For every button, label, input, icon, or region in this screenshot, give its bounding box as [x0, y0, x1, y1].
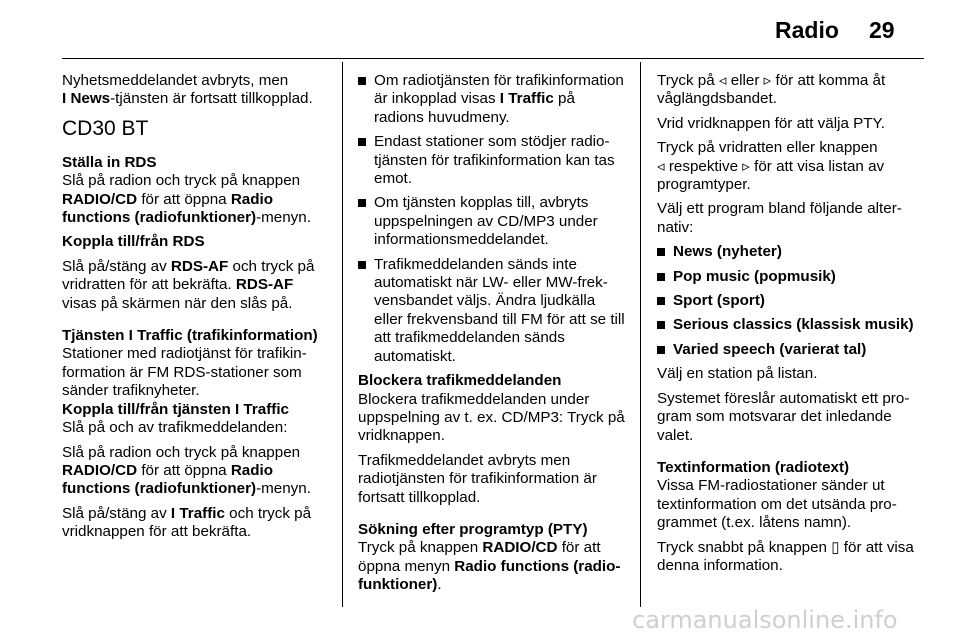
list-item: Serious classics (klassisk musik) [657, 316, 925, 334]
radiotext-paragraph-2: Tryck snabbt på knappen ▯ för att visa denna information. [657, 538, 914, 574]
pty-list-paragraph: Tryck på vridratten eller knappen ◃ respektive ▹ för att visa listan av programtyper. [657, 139, 885, 194]
header-title: Radio [775, 17, 839, 43]
pty-select-paragraph: Vrid vridknappen för att välja PTY. [657, 114, 885, 132]
column-3 [657, 72, 925, 581]
watermark: carmanualsonline.info [632, 606, 898, 634]
list-item: Endast stationer som stödjer radiotjänsten för trafikinformation kan tas emot. [358, 133, 626, 188]
subheading-radiotext: Textinformation (radiotext) [657, 458, 850, 476]
list-item: Pop music (popmusik) [657, 268, 925, 286]
options-intro: Välj ett program bland följande alternativ: [657, 200, 902, 236]
block-paragraph-2: Trafikmeddelandet avbryts men radiotjänsten för trafikinformation är fortsatt tillkopplad. [358, 451, 597, 506]
intro-paragraph: Nyhetsmeddelandet avbryts, men I News-tjänsten är fortsatt tillkopplad. [62, 72, 313, 108]
band-paragraph: Tryck på ◃ eller ▹ för att komma åt våglängdsbandet. [657, 72, 886, 108]
rds-paragraph-2: Slå på/stäng av RDS-AF och tryck på vridratten för att bekräfta. RDS-AF visas på skärmen när den slås på. [62, 257, 315, 312]
station-paragraph: Välj en station på listan. [657, 365, 818, 383]
list-item: Trafikmeddelanden sänds inte automatiskt när LW- eller MW-frekvensbandet väljs. Ändra ljudkälla eller frekvensband till FM för att se till att trafikmeddelanden sänds automatiskt. [358, 256, 626, 366]
traffic-paragraph-1: Stationer med radiotjänst för trafikinformation är FM RDS-stationer som sänder trafiknyheter. [62, 345, 307, 400]
radiotext-paragraph-1: Vissa FM-radiostationer sänder ut textinformation om det utsända programmet (t.ex. låtens namn). [657, 477, 897, 532]
list-item: Om tjänsten kopplas till, avbryts uppspelningen av CD/MP3 under informationsmeddelandet. [358, 194, 626, 249]
subheading-traffic: Tjänsten I Traffic (trafikinformation) [62, 327, 318, 345]
subheading-rds-toggle: Koppla till/från RDS [62, 233, 205, 251]
left-arrow-icon: ◃ [657, 157, 665, 175]
right-arrow-icon: ▹ [742, 157, 750, 175]
right-arrow-icon: ▹ [763, 72, 772, 89]
list-item: Varied speech (varierat tal) [657, 341, 925, 359]
info-button-icon: ▯ [831, 538, 840, 556]
column-divider-1 [342, 62, 343, 607]
list-item: News (nyheter) [657, 243, 925, 261]
rds-paragraph-1: Slå på radion och tryck på knappen RADIO/CD för att öppna Radio functions (radiofunktioner)-menyn. [62, 172, 311, 227]
list-item: Om radiotjänsten för trafikinformation är inkopplad visas I Traffic på radions huvudmeny. [358, 72, 626, 127]
traffic-paragraph-2: Slå på och av trafikmeddelanden: [62, 419, 288, 437]
pty-paragraph-1: Tryck på knappen RADIO/CD för att öppna menyn Radio functions (radiofunktioner). [358, 539, 621, 594]
system-paragraph: Systemet föreslår automatiskt ett program som motsvarar det inledande valet. [657, 389, 910, 444]
subheading-block-traffic: Blockera trafikmeddelanden [358, 372, 562, 390]
traffic-paragraph-4: Slå på/stäng av I Traffic och tryck på vridknappen för att bekräfta. [62, 504, 312, 541]
traffic-paragraph-3: Slå på radion och tryck på knappen RADIO/CD för att öppna Radio functions (radiofunktioner)-menyn. [62, 443, 311, 498]
left-arrow-icon: ◃ [718, 72, 727, 89]
column-divider-2 [640, 62, 641, 607]
subheading-pty: Sökning efter programtyp (PTY) [358, 520, 588, 538]
subheading-rds: Ställa in RDS [62, 153, 157, 171]
column-2 [358, 72, 626, 601]
block-paragraph-1: Blockera trafikmeddelanden under uppspelning av t. ex. CD/MP3: Tryck på vridknappen. [358, 390, 625, 445]
page-number: 29 [869, 17, 895, 43]
column-1 [62, 72, 328, 548]
subheading-traffic-toggle: Koppla till/från tjänsten I Traffic [62, 400, 289, 418]
section-heading-cd30: CD30 BT [62, 116, 149, 140]
header-rule [62, 58, 924, 59]
list-item: Sport (sport) [657, 292, 925, 310]
